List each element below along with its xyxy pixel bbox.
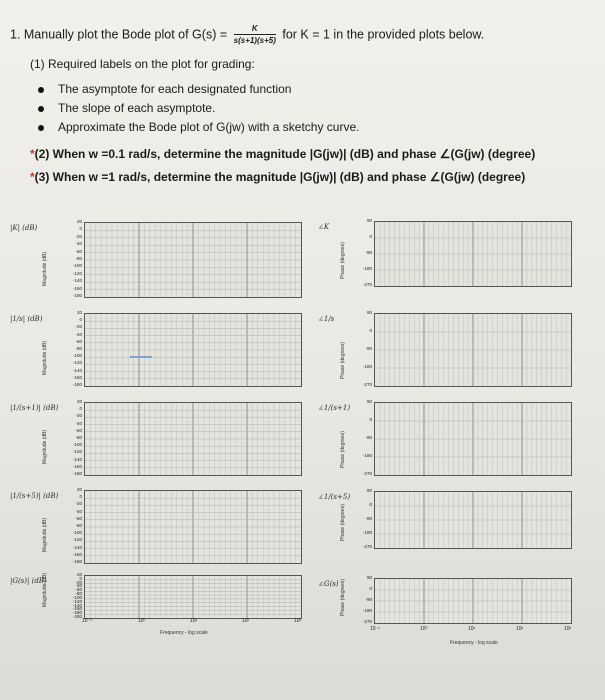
y-tick-label: -60 — [75, 427, 82, 433]
y-tick-label: -140 — [72, 456, 82, 462]
magnitude-axis-label: Magnitude (dB) — [42, 251, 48, 286]
y-tick-label: -180 — [72, 470, 82, 476]
y-tick-label: -180 — [72, 558, 82, 564]
phase-axis-label: Phase (degrees) — [340, 242, 346, 279]
y-tick-label: -160 — [72, 374, 82, 380]
y-tick-label: -80 — [75, 255, 82, 261]
y-tick-label: 90 — [366, 218, 372, 223]
y-tick-label: -100 — [72, 353, 82, 359]
y-tick-label: -100 — [72, 442, 82, 448]
y-tick-label: -40 — [75, 508, 82, 514]
y-tick-label: -160 — [72, 463, 82, 469]
star-mark: * — [30, 170, 35, 184]
y-tick-label: -180 — [72, 610, 82, 616]
y-tick-label: -80 — [75, 434, 82, 440]
handwritten-magnitude-label: |K| (dB) — [10, 224, 38, 232]
y-tick-label: 0 — [79, 494, 82, 500]
x-tick-label: 10³ — [294, 618, 302, 624]
x-tick-label: 10¹ — [190, 618, 198, 624]
y-tick-label: -60 — [75, 587, 82, 593]
x-tick-label: 10⁰ — [420, 626, 428, 632]
x-tick-label: 10¹ — [468, 626, 476, 632]
question-2-text: (2) When w =0.1 rad/s, determine the magnitude |G(jw)| (dB) and phase ∠(G(jw) (degree) — [34, 147, 536, 161]
y-tick-label: -90 — [365, 597, 372, 602]
magnitude-plot[interactable] — [84, 402, 302, 476]
title-tail: for K = 1 in the provided plots below. — [282, 27, 485, 42]
handwritten-phase-label: ∠1/(s+5) — [318, 493, 351, 501]
magnitude-plot[interactable] — [84, 313, 302, 387]
y-tick-label: -60 — [75, 248, 82, 254]
plot-grid — [85, 491, 301, 563]
y-tick-label: -180 — [72, 381, 82, 387]
handwritten-phase-label: ∠G(s) — [318, 580, 339, 588]
phase-axis-label: Phase (degrees) — [340, 579, 346, 616]
y-tick-label: -180 — [72, 292, 82, 298]
labels-heading: (1) Required labels on the plot for grading: — [30, 57, 255, 71]
plot-grid — [85, 403, 301, 475]
y-tick-labels — [358, 219, 372, 299]
y-tick-labels — [358, 489, 372, 559]
y-tick-label: -20 — [75, 233, 82, 239]
transfer-fraction — [234, 24, 276, 46]
handwritten-phase-label: ∠K — [318, 223, 330, 231]
y-tick-label: -180 — [362, 364, 372, 369]
y-tick-labels — [68, 220, 82, 301]
y-tick-label: -40 — [75, 583, 82, 589]
y-tick-label: 0 — [369, 417, 372, 422]
question-title — [10, 24, 484, 46]
magnitude-plot[interactable] — [84, 222, 302, 298]
y-tick-label: 0 — [369, 328, 372, 333]
phase-plot[interactable] — [374, 491, 572, 549]
fraction-numerator: K — [251, 24, 258, 33]
y-tick-label: -140 — [72, 278, 82, 284]
magnitude-plot[interactable] — [84, 490, 302, 564]
phase-plot[interactable] — [374, 578, 572, 624]
y-tick-label: 20 — [76, 399, 82, 404]
x-axis-label: Frequency - log scale — [160, 630, 208, 636]
y-tick-label: -140 — [72, 367, 82, 373]
y-tick-labels — [358, 576, 372, 631]
phase-plot[interactable] — [374, 402, 572, 476]
requirement-item: The slope of each asymptote. — [38, 99, 359, 118]
y-tick-label: 20 — [76, 572, 82, 577]
y-tick-label: 90 — [366, 310, 372, 315]
y-tick-label: -160 — [72, 606, 82, 612]
handwritten-phase-label: ∠1/s — [318, 315, 335, 323]
y-tick-labels — [68, 311, 82, 390]
star-mark: * — [30, 147, 35, 161]
handwritten-magnitude-label: |G(s)| (dB) — [10, 577, 47, 585]
y-tick-label: 90 — [366, 575, 372, 580]
handwritten-magnitude-label: |1/(s+5)| (dB) — [10, 492, 59, 500]
phase-plot[interactable] — [374, 221, 572, 287]
y-tick-label: -270 — [362, 382, 372, 387]
y-tick-label: -120 — [72, 537, 82, 543]
y-tick-label: -90 — [365, 346, 372, 351]
y-tick-label: -270 — [362, 282, 372, 287]
title-lead: 1. Manually plot the Bode plot of G(s) = — [10, 27, 228, 42]
y-tick-label: 20 — [76, 219, 82, 224]
y-tick-label: -60 — [75, 338, 82, 344]
y-tick-label: -100 — [72, 594, 82, 600]
plot-grid — [85, 223, 301, 297]
y-tick-label: -90 — [365, 250, 372, 255]
magnitude-axis-label: Magnitude (dB) — [42, 572, 48, 607]
y-tick-label: 0 — [79, 317, 82, 323]
y-tick-label: -90 — [365, 435, 372, 440]
fraction-denominator: s(s+1)(s+5) — [233, 36, 276, 45]
y-tick-labels — [68, 400, 82, 479]
magnitude-axis-label: Magnitude (dB) — [42, 517, 48, 552]
question-3 — [30, 170, 525, 184]
y-tick-label: -270 — [362, 471, 372, 476]
phase-plot[interactable] — [374, 313, 572, 387]
y-tick-label: -140 — [72, 544, 82, 550]
y-tick-label: -270 — [362, 619, 372, 624]
y-tick-label: 0 — [369, 234, 372, 239]
x-tick-label: 10² — [242, 618, 250, 624]
plot-grid — [375, 403, 571, 475]
y-tick-label: -120 — [72, 598, 82, 604]
y-tick-labels — [68, 488, 82, 567]
requirement-item: The asymptote for each designated function — [38, 80, 359, 99]
y-tick-label: -90 — [365, 516, 372, 521]
pen-mark — [130, 356, 152, 358]
plot-grid — [375, 314, 571, 386]
y-tick-label: -40 — [75, 331, 82, 337]
y-tick-label: -180 — [362, 266, 372, 271]
y-tick-label: 0 — [79, 406, 82, 412]
y-tick-label: 20 — [76, 487, 82, 492]
question-3-text: (3) When w =1 rad/s, determine the magnitude |G(jw)| (dB) and phase ∠(G(jw) (degree) — [34, 170, 526, 184]
y-tick-label: -40 — [75, 420, 82, 426]
y-tick-label: 0 — [369, 502, 372, 507]
y-tick-label: -80 — [75, 591, 82, 597]
y-tick-labels — [68, 573, 82, 619]
y-tick-label: -20 — [75, 501, 82, 507]
y-tick-label: -60 — [75, 515, 82, 521]
x-tick-label: 10² — [516, 626, 524, 632]
y-tick-label: -160 — [72, 285, 82, 291]
phase-axis-label: Phase (degrees) — [340, 342, 346, 379]
x-tick-label: 10⁻¹ — [370, 626, 380, 632]
y-tick-label: 20 — [76, 310, 82, 315]
plot-grid — [375, 222, 571, 286]
y-tick-label: 0 — [79, 575, 82, 581]
y-tick-label: -270 — [362, 544, 372, 549]
y-tick-label: -80 — [75, 522, 82, 528]
y-tick-label: -20 — [75, 324, 82, 330]
plot-grid — [85, 576, 301, 618]
handwritten-phase-label: ∠1/(s+1) — [318, 404, 351, 412]
y-tick-label: -100 — [72, 263, 82, 269]
y-tick-labels — [358, 311, 372, 401]
y-tick-label: 0 — [79, 226, 82, 232]
y-tick-label: -80 — [75, 345, 82, 351]
requirement-item: Approximate the Bode plot of G(jw) with a sketchy curve. — [38, 118, 359, 137]
x-axis-label: Frequency - log scale — [450, 640, 498, 646]
y-tick-label: -160 — [72, 551, 82, 557]
x-tick-label: 10⁰ — [138, 618, 146, 624]
x-tick-label: 10³ — [564, 626, 572, 632]
y-tick-label: 90 — [366, 488, 372, 493]
y-tick-label: -180 — [362, 453, 372, 458]
phase-axis-label: Phase (degrees) — [340, 431, 346, 468]
y-tick-label: 90 — [366, 399, 372, 404]
y-tick-label: -100 — [72, 530, 82, 536]
y-tick-label: -180 — [362, 530, 372, 535]
y-tick-label: 0 — [369, 586, 372, 591]
question-2 — [30, 147, 535, 161]
y-tick-label: -120 — [72, 270, 82, 276]
y-tick-label: -120 — [72, 360, 82, 366]
plot-grid — [375, 492, 571, 548]
y-tick-labels — [358, 400, 372, 490]
x-tick-label: 10⁻¹ — [82, 618, 92, 624]
y-tick-label: -200 — [72, 613, 82, 619]
y-tick-label: -180 — [362, 608, 372, 613]
phase-axis-label: Phase (degrees) — [340, 504, 346, 541]
magnitude-axis-label: Magnitude (dB) — [42, 340, 48, 375]
y-tick-label: -20 — [75, 413, 82, 419]
y-tick-label: -20 — [75, 579, 82, 585]
magnitude-axis-label: Magnitude (dB) — [42, 429, 48, 464]
requirement-list — [38, 80, 359, 137]
handwritten-magnitude-label: |1/s| (dB) — [10, 315, 43, 323]
plot-grid — [375, 579, 571, 623]
y-tick-label: -40 — [75, 241, 82, 247]
y-tick-label: -140 — [72, 602, 82, 608]
magnitude-plot[interactable] — [84, 575, 302, 619]
handwritten-magnitude-label: |1/(s+1)| (dB) — [10, 404, 59, 412]
plot-grid — [85, 314, 301, 386]
y-tick-label: -120 — [72, 449, 82, 455]
